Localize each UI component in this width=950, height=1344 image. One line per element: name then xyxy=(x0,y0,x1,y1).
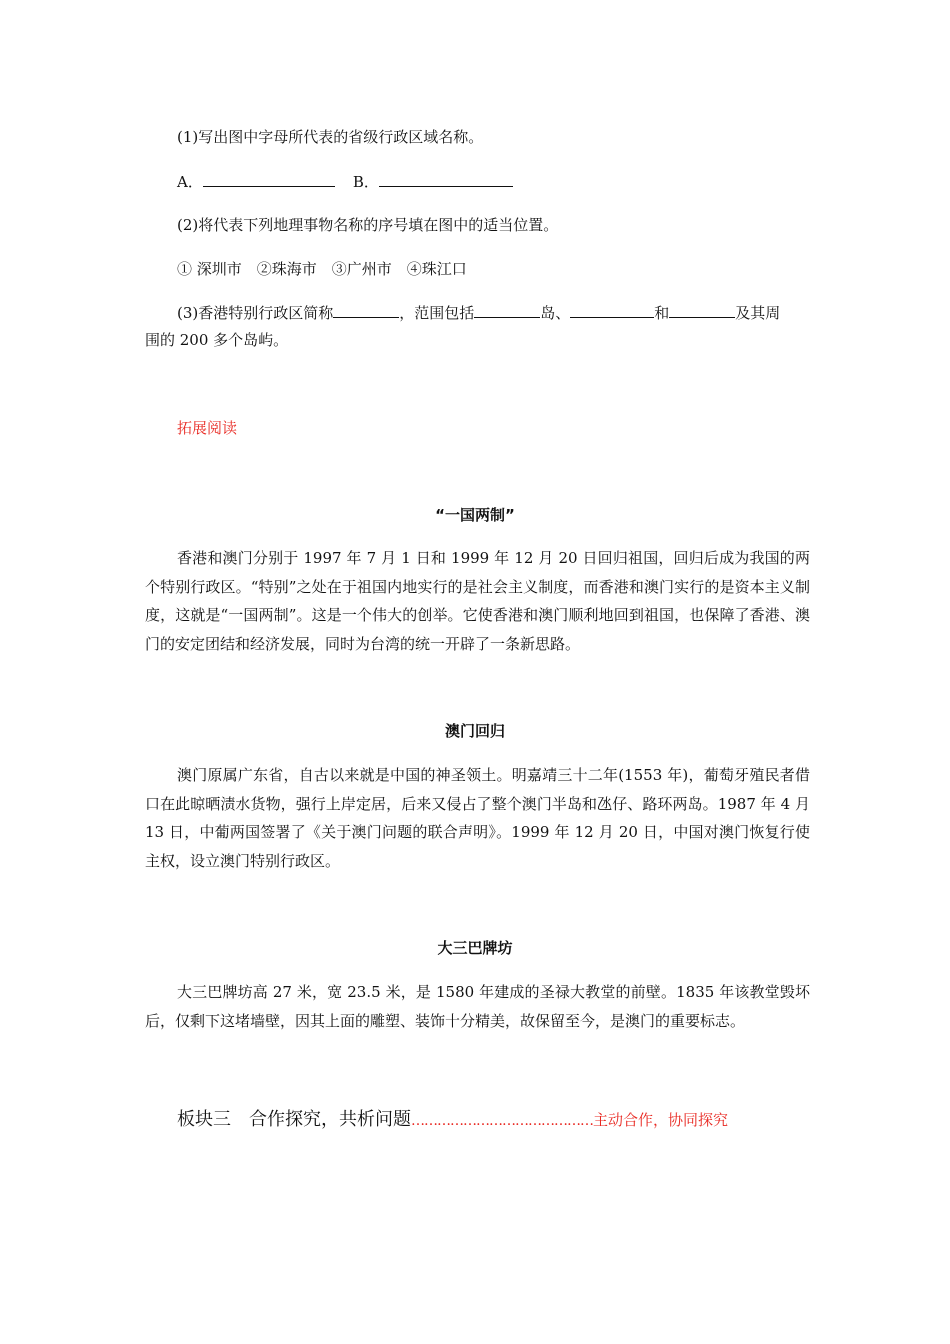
answer-a-blank[interactable] xyxy=(203,172,335,187)
question-3-part4: 和 xyxy=(654,304,670,322)
question-2-text: (2)将代表下列地理事物名称的序号填在图中的适当位置。 xyxy=(177,216,559,234)
question-3-blank-2[interactable] xyxy=(474,303,540,318)
question-1 xyxy=(177,127,810,147)
article-title-one-country-two-systems: “一国两制” xyxy=(435,506,515,524)
extended-reading-text: 拓展阅读 xyxy=(177,419,238,437)
answer-a-label: A． xyxy=(177,173,203,191)
question-3-blank-4[interactable] xyxy=(669,303,735,318)
question-1-answers xyxy=(177,172,810,192)
article-title-ruins-of-st-paul: 大三巴牌坊 xyxy=(437,939,513,957)
question-2-options-text: ① 深圳市 ②珠海市 ③广州市 ④珠江口 xyxy=(177,260,467,278)
question-3-part5: 及其周 xyxy=(735,304,781,322)
question-3-line-2 xyxy=(145,330,810,350)
section-heading xyxy=(177,1108,728,1133)
question-3 xyxy=(177,303,810,323)
question-3-part1: (3)香港特别行政区简称 xyxy=(177,304,334,322)
question-2-options xyxy=(177,259,810,279)
article-body-macau-return xyxy=(145,761,810,876)
article-body-text: 香港和澳门分别于 1997 年 7 月 1 日和 1999 年 12 月 20 日回归祖国，回归后成为我国的两个特别行政区。“特别”之处在于祖国内地实行的是社会主义制度，而香港和澳门实行的是资本主义制度，这就是“一国两制”。这是一个伟大的创举。它使香港和澳门顺利地回到祖国，也保障了香港、澳门的安定团结和经济发展，同时为台湾的统一开辟了一条新思路。 xyxy=(145,549,810,654)
question-3-blank-3[interactable] xyxy=(570,303,654,318)
question-3-line-2-text: 围的 200 多个岛屿。 xyxy=(145,331,289,349)
section-title: 板块三 合作探究，共析问题 xyxy=(177,1109,411,1130)
article-body-text: 大三巴牌坊高 27 米，宽 23.5 米，是 1580 年建成的圣禄大教堂的前壁。1835 年该教堂毁坏后，仅剩下这堵墙壁，因其上面的雕塑、装饰十分精美，故保留至今，是澳门的重要标志。 xyxy=(145,983,810,1030)
article-body-ruins-of-st-paul xyxy=(145,978,810,1035)
answer-b-label: B． xyxy=(352,173,379,191)
extended-reading-label xyxy=(177,418,810,438)
section-tag: 主动合作，协同探究 xyxy=(593,1111,729,1129)
question-1-text: (1)写出图中字母所代表的省级行政区域名称。 xyxy=(177,128,484,146)
question-3-blank-1[interactable] xyxy=(333,303,399,318)
article-body-text: 澳门原属广东省，自古以来就是中国的神圣领土。明嘉靖三十二年(1553 年)，葡萄牙殖民者借口在此晾晒渍水货物，强行上岸定居，后来又侵占了整个澳门半岛和氹仔、路环两岛。1987 年 4 月 13 日，中葡两国签署了《关于澳门问题的联合声明》。1999 年 12 月 20 日，中国对澳门恢复行使主权，设立澳门特别行政区。 xyxy=(145,766,810,871)
article-title-macau-return: 澳门回归 xyxy=(444,722,505,740)
question-2 xyxy=(177,215,810,235)
article-body-one-country-two-systems xyxy=(145,544,810,659)
section-leader-dots: …………………………………… xyxy=(411,1113,593,1129)
question-3-part2: ，范围包括 xyxy=(399,304,475,322)
answer-b-blank[interactable] xyxy=(379,172,513,187)
question-3-part3: 岛、 xyxy=(540,304,571,322)
